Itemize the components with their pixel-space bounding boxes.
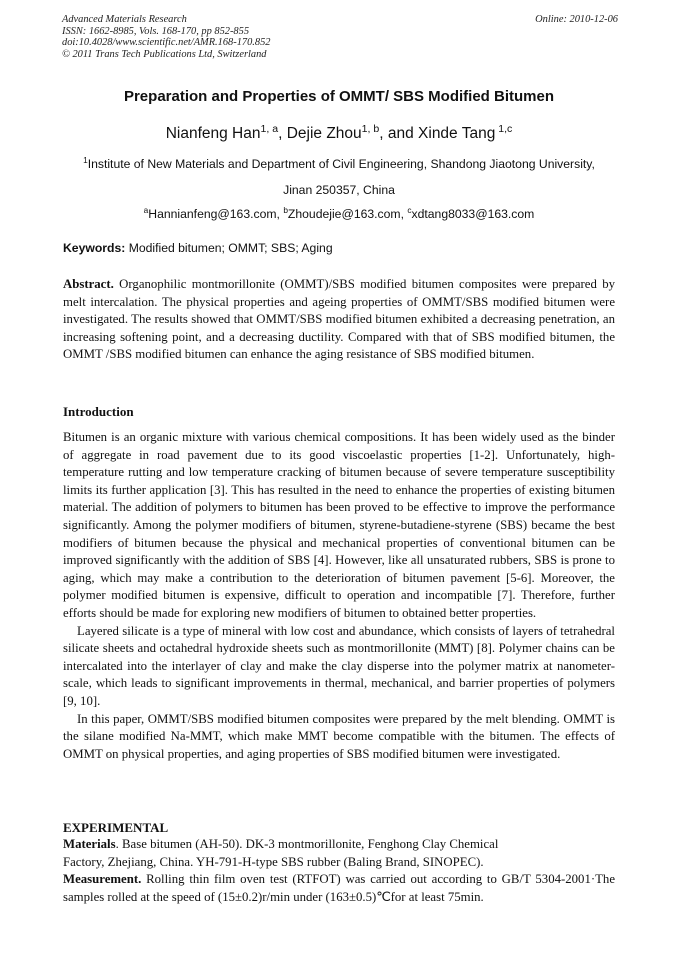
affiliation-line-2: Jinan 250357, China xyxy=(283,183,395,197)
email-address[interactable]: xdtang8033@163.com xyxy=(411,207,535,221)
author-name: Xinde Tang xyxy=(418,125,496,142)
journal-name: Advanced Materials Research xyxy=(62,14,187,25)
affiliation-text: Institute of New Materials and Department of Civil Engineering, Shandong Jiaotong University, xyxy=(87,157,595,171)
abstract-label: Abstract. xyxy=(63,277,114,291)
abstract xyxy=(63,276,615,364)
paragraph: In this paper, OMMT/SBS modified bitumen composites were prepared by the melt blending. OMMT is the silane modified Na-MMT, which make MMT become compatible with the bitumen. The effects of OMMT on physical properties, and aging properties of SBS modified bitumen were investigated. xyxy=(63,711,615,761)
measurement-paragraph xyxy=(63,871,615,906)
experimental-heading: EXPERIMENTAL xyxy=(63,820,169,835)
paragraph: Bitumen is an organic mixture with various chemical compositions. It has been widely used as the binder of aggregate in road pavement due to its good viscoelastic properties [1-2]. Unfortunately, high-temperature rutting and low temperature cracking of bitumen because of severe temperature susceptibility limits its further application [3]. This has resulted in the need to enhance the properties of existing bitumen material. The addition of polymers to bitumen has been proved to be effective to improve the performance significantly. Among the polymer modifiers of bitumen, styrene-butadiene-styrene (SBS) became the best modifiers of bitumen because the physical and mechanical properties of conventional bitumen can be improved significantly with the addition of SBS [4]. However, like all unsaturated rubbers, SBS is prone to aging, which may make a contribution to the deterioration of bitumen pavement [5-6]. Moreover, the polymer modified bitumen is expensive, difficult to operation and incompatible [7]. Therefore, further efforts should be made for exploring new modifiers of bitumen to obtained better properties. xyxy=(63,430,615,620)
keywords-label: Keywords: xyxy=(63,241,126,255)
introduction-heading: Introduction xyxy=(63,404,134,419)
materials-paragraph xyxy=(63,836,615,871)
email-mark: c xyxy=(407,205,412,216)
affiliation-line-1 xyxy=(62,157,616,171)
keywords xyxy=(63,241,617,255)
abstract-text: Organophilic montmorillonite (OMMT)/SBS modified bitumen composites were prepared by melt intercalation. The physical properties and ageing properties of OMMT/SBS modified bitumen were investigated. The results showed that OMMT/SBS modified bitumen exhibited a decreasing penetration, an increasing softening point, and a decreasing ductility. Compared with that of SBS modified bitumen, the OMMT /SBS modified bitumen can enhance the aging resistance of SBS modified bitumen. xyxy=(63,277,616,362)
journal-header xyxy=(62,14,618,60)
email-list xyxy=(62,207,616,221)
copyright-line: © 2011 Trans Tech Publications Ltd, Switzerland xyxy=(62,48,267,60)
introduction-body xyxy=(63,429,615,763)
doi-line: doi:10.4028/www.scientific.net/AMR.168-170.852 xyxy=(62,37,271,48)
author-separator: , xyxy=(278,125,287,142)
email-mark: b xyxy=(283,205,288,216)
author-affiliation-mark: 1, b xyxy=(361,122,380,135)
author-list xyxy=(62,122,616,143)
measurement-text: Rolling thin film oven test (RTFOT) was carried out according to GB/T 5304-2001·The samples rolled at the speed of (15±0.2)r/min under (163±0.5)℃for at least 75min. xyxy=(63,872,615,904)
paragraph: Layered silicate is a type of mineral with low cost and abundance, which consists of layers of tetrahedral silicate sheets and octahedral hydroxide sheets such as montmorillonite (MMT) [8]. Polymer chains can be intercalated into the interlayer of clay and make the clay disperse into the polymer matrix at nanometer-scale, which leads to significant improvements in thermal, mechanical, and barrier properties of polymers [9, 10]. xyxy=(63,623,615,708)
author-separator: , and xyxy=(379,125,419,142)
author-affiliation-mark: 1, a xyxy=(260,122,279,135)
materials-label: Materials xyxy=(63,837,116,851)
email-address[interactable]: Zhoudejie@163.com xyxy=(287,207,401,221)
keywords-text: Modified bitumen; OMMT; SBS; Aging xyxy=(128,241,333,255)
affiliation-mark: 1 xyxy=(83,155,88,166)
email-address[interactable]: Hannianfeng@163.com xyxy=(148,207,277,221)
email-mark: a xyxy=(143,205,149,216)
paper-title: Preparation and Properties of OMMT/ SBS Modified Bitumen xyxy=(123,88,555,105)
measurement-label: Measurement. xyxy=(63,872,142,886)
author-name: Dejie Zhou xyxy=(286,125,362,142)
materials-line-1 xyxy=(63,836,615,854)
online-date: Online: 2010-12-06 xyxy=(535,14,618,25)
issn-line: ISSN: 1662-8985, Vols. 168-170, pp 852-855 xyxy=(62,25,250,37)
materials-text-1: . Base bitumen (AH-50). DK-3 montmorillonite, Fenghong Clay Chemical xyxy=(115,837,499,851)
email-separator: , xyxy=(400,207,408,221)
author-name: Nianfeng Han xyxy=(165,125,261,142)
author-affiliation-mark: 1,c xyxy=(495,122,513,135)
email-separator: , xyxy=(276,207,284,221)
materials-line-2: Factory, Zhejiang, China. YH-791-H-type SBS rubber (Baling Brand, SINOPEC). xyxy=(63,854,484,869)
